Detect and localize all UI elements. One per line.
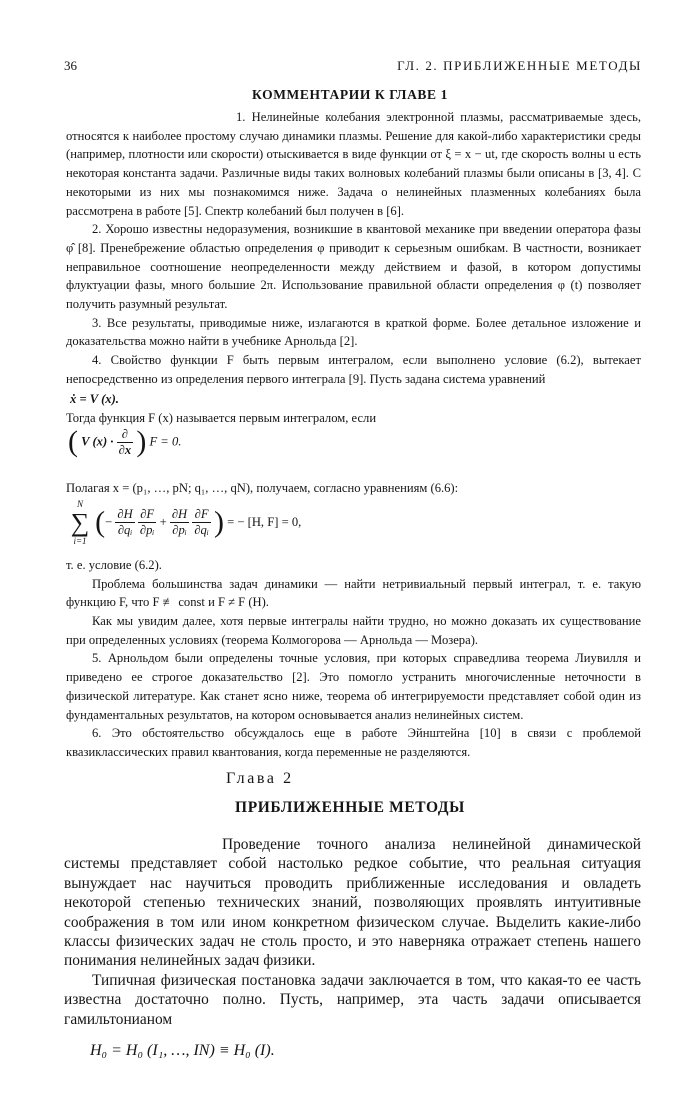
equation-first-integral: ( V (x) · $\frac{\partial}{\partial x}$ ) F = 0.	[68, 425, 182, 459]
fraction-partial-x: $\frac{\partial}{\partial x}$	[118, 427, 132, 458]
comment-4-text-c: Полагая x = (p₁, …, pN; q₁, …, qN), получаем, согласно уравнениям (6.6):	[66, 481, 459, 496]
equation-system: ẋ = V (x).	[70, 391, 119, 406]
comment-4: 4. Свойство функции F быть первым интегралом, если выполнено условие (6.2), вытекает непосредственно из определения первого интеграла [9]. Пусть задана система уравнений	[66, 353, 641, 386]
comment-4-text-d: т. е. условие (6.2).	[66, 557, 162, 572]
comment-4-text-e: Проблема большинства задач динамики — найти нетривиальный первый интеграл, т. е. такую функцию F, что F ≢ const и F ≠ F (H).	[66, 576, 641, 610]
comment-4-text-b: Тогда функция F (x) называется первым интегралом, если	[66, 410, 377, 425]
comments-title: КОММЕНТАРИИ К ГЛАВЕ 1	[252, 87, 448, 102]
comment-4-text-f: Как мы увидим далее, хотя первые интегралы найти трудно, но можно доказать их существование при определенных условиях (теорема Колмогорова — Арнольда — Мозера).	[66, 614, 641, 647]
page-number: 36	[64, 58, 77, 73]
chapter-label: Глава 2	[226, 770, 294, 787]
comment-1: 1. Нелинейные колебания электронной плазмы, рассматриваемые здесь, относятся к наиболее простому случаю динамики плазмы. Решение для какой-либо характеристики среды (например, плотности или скорости) отыскивается в виде функции от ξ = x − ut, где скорость волны u есть некоторая константа задачи. Различные виды таких волновых колебаний плазмы были описаны в [3, 4]. С некоторыми из них мы познакомимся ниже. Задача о нелинейных плазменных колебаниях была рассмотрена в работе [5]. Спектр колебаний был получен в [6].	[66, 110, 641, 218]
equation-hamiltonian: H₀ = H₀ (I₁, …, IN) ≡ H₀ (I).	[90, 1042, 275, 1060]
comment-6: 6. Это обстоятельство обсуждалось еще в работе Эйнштейна [10] в связи с проблемой квазиклассических правил квантования, когда переменные не разделяются.	[66, 726, 641, 759]
chapter-title: ПРИБЛИЖЕННЫЕ МЕТОДЫ	[235, 799, 465, 816]
sum-symbol: N ∑ i=1	[70, 498, 90, 546]
chapter-body	[64, 835, 641, 1060]
equation-poisson-bracket: N ∑ i=1 (− $\frac{\partial H}{\text{∂qᵢ}}$ $\frac{\partial F}{\text{∂pᵢ}}$ + $\frac{\partial H}{\text{∂pᵢ}}$ $\frac{\partial F}{\text{∂qᵢ}}$ ) = − [H, F] = 0,	[66, 498, 641, 556]
chapter-paragraph-1: Проведение точного анализа нелинейной динамической системы представляет собой настолько редкое событие, что реальная ситуация вынуждает нас научиться проводить приближенные исследования и овладеть некоторой степенью технических знаний, позволяющих проявлять интуитивные соображения в том или ином конкретном физическом случае. Выделить какие-либо классы физических задач не столь просто, и это наверняка отражает степень нашего понимания нелинейных задач физики.	[64, 836, 641, 970]
comment-2: 2. Хорошо известны недоразумения, возникшие в квантовой механике при введении оператора фазы φ̂ [8]. Пренебрежение областью определения φ приводит к серьезным ошибкам. В частности, возникает неправильное соотношение неопределенности между действием и фазой, в котором допустимы флуктуации фазы, много большие 2π. Использование правильной области определения φ (t) позволяет получить разумный результат.	[66, 222, 641, 312]
comments-section	[66, 108, 641, 762]
comment-5: 5. Арнольдом были определены точные условия, при которых справедлива теорема Лиувилля и приведено ее строгое доказательство [2]. Это помогло устранить многочисленные неточности в физической литературе. Как станет ясно ниже, теорема об интегрируемости представляет собой один из фундаментальных результатов, на котором основывается анализ нелинейных систем.	[66, 651, 641, 722]
chapter-paragraph-2: Типичная физическая постановка задачи заключается в том, что какая-то ее часть известна достаточно полно. Пусть, например, эта часть задачи описывается гамильтонианом	[64, 971, 641, 1028]
comment-3: 3. Все результаты, приводимые ниже, излагаются в краткой форме. Более детальное изложение и доказательства можно найти в учебнике Арнольда [2].	[66, 315, 641, 349]
page-header	[64, 58, 642, 76]
running-head: ГЛ. 2. ПРИБЛИЖЕННЫЕ МЕТОДЫ	[397, 58, 642, 73]
